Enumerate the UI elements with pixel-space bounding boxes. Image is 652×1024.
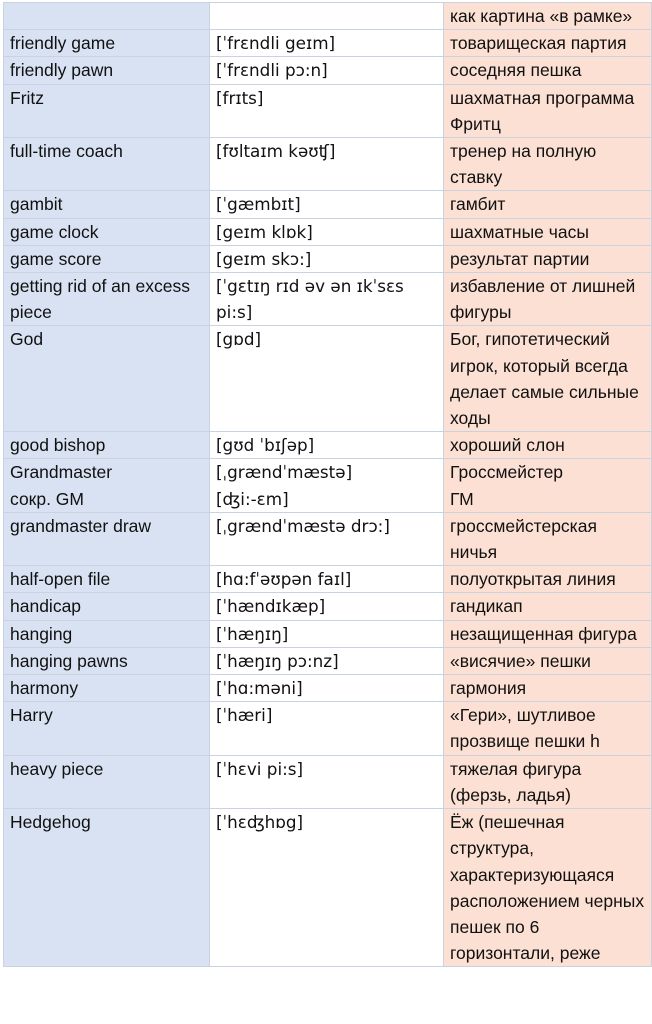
transcription-cell: [ˈhæŋɪŋ]: [210, 620, 444, 647]
table-row: [4, 755, 652, 808]
transcription-cell: [ˈhæri]: [210, 702, 444, 755]
translation-cell: «висячие» пешки: [444, 647, 652, 674]
transcription-cell: [ˈfrɛndli geɪm]: [210, 30, 444, 57]
term-cell: God: [4, 326, 210, 432]
table-row: [4, 459, 652, 512]
translation-cell: как картина «в рамке»: [444, 3, 652, 30]
term-text: Grandmaster: [10, 462, 113, 483]
translation-cell: гамбит: [444, 191, 652, 218]
term-cell: Hedgehog: [4, 809, 210, 967]
term-cell: harmony: [4, 675, 210, 702]
transcription-cell: [geɪm klɒk]: [210, 218, 444, 245]
table-row: [4, 273, 652, 326]
translation-cell: [444, 459, 652, 512]
transcription-cell: [hɑ:fˈəʊpən faɪl]: [210, 566, 444, 593]
translation-cell: гандикап: [444, 593, 652, 620]
term-cell: [4, 459, 210, 512]
term-cell: hanging: [4, 620, 210, 647]
translation-cell: избавление от лишней фигуры: [444, 273, 652, 326]
translation-abbreviation: ГМ: [450, 488, 474, 509]
translation-cell: Ёж (пешечная структура, характеризующаяся расположением черных пешек по 6 горизонтали, реже: [444, 809, 652, 967]
transcription-cell: [geɪm skɔ:]: [210, 245, 444, 272]
table-row: [4, 702, 652, 755]
table-row: [4, 566, 652, 593]
table-row: [4, 620, 652, 647]
transcription-cell: [ˈfrɛndli pɔ:n]: [210, 57, 444, 84]
transcription-cell: [ˈhæŋɪŋ pɔ:nz]: [210, 647, 444, 674]
transcription-cell: [210, 3, 444, 30]
translation-cell: шахматная программа Фритц: [444, 84, 652, 137]
term-cell: [4, 3, 210, 30]
term-cell: grandmaster draw: [4, 512, 210, 565]
term-cell: getting rid of an excess piece: [4, 273, 210, 326]
table-row: [4, 593, 652, 620]
translation-cell: тяжелая фигура (ферзь, ладья): [444, 755, 652, 808]
table-row: [4, 809, 652, 967]
transcription-text: [ˌgrændˈmæstə]: [216, 462, 353, 483]
table-row: [4, 30, 652, 57]
table-row: [4, 245, 652, 272]
term-cell: Harry: [4, 702, 210, 755]
transcription-cell: [ˈhɛvi pi:s]: [210, 755, 444, 808]
transcription-cell: [fʊltaɪm kəʊʧ]: [210, 138, 444, 191]
translation-cell: тренер на полную ставку: [444, 138, 652, 191]
term-cell: full-time coach: [4, 138, 210, 191]
translation-cell: хороший слон: [444, 432, 652, 459]
table-row: [4, 647, 652, 674]
table-row: [4, 138, 652, 191]
transcription-cell: [ˈhændɪkæp]: [210, 593, 444, 620]
transcription-abbreviation: [ʤi:-ɛm]: [216, 488, 289, 509]
transcription-cell: [ˌgrændˈmæstə drɔ:]: [210, 512, 444, 565]
transcription-cell: [gʊd ˈbɪʃəp]: [210, 432, 444, 459]
transcription-cell: [ˈhɛʤhɒg]: [210, 809, 444, 967]
glossary-table: [3, 2, 652, 967]
translation-cell: «Гери», шутливое прозвище пешки h: [444, 702, 652, 755]
term-cell: friendly pawn: [4, 57, 210, 84]
table-row: [4, 57, 652, 84]
transcription-cell: [gɒd]: [210, 326, 444, 432]
translation-cell: соседняя пешка: [444, 57, 652, 84]
term-abbreviation: сокр. GM: [10, 488, 84, 509]
table-row: [4, 512, 652, 565]
translation-cell: результат партии: [444, 245, 652, 272]
table-row: [4, 675, 652, 702]
table-row: [4, 3, 652, 30]
term-cell: half-open file: [4, 566, 210, 593]
translation-cell: незащищенная фигура: [444, 620, 652, 647]
table-row: [4, 432, 652, 459]
term-cell: friendly game: [4, 30, 210, 57]
transcription-cell: [210, 459, 444, 512]
transcription-cell: [ˈgæmbɪt]: [210, 191, 444, 218]
translation-cell: товарищеская партия: [444, 30, 652, 57]
translation-cell: шахматные часы: [444, 218, 652, 245]
term-cell: good bishop: [4, 432, 210, 459]
translation-text: Гроссмейстер: [450, 462, 564, 483]
translation-cell: гармония: [444, 675, 652, 702]
term-cell: game score: [4, 245, 210, 272]
term-cell: game clock: [4, 218, 210, 245]
table-row: [4, 326, 652, 432]
term-cell: Fritz: [4, 84, 210, 137]
term-cell: heavy piece: [4, 755, 210, 808]
table-row: [4, 84, 652, 137]
translation-cell: полуоткрытая линия: [444, 566, 652, 593]
transcription-cell: [frɪts]: [210, 84, 444, 137]
translation-cell: Бог, гипотетический игрок, который всегда делает самые сильные ходы: [444, 326, 652, 432]
table-row: [4, 191, 652, 218]
term-cell: gambit: [4, 191, 210, 218]
term-cell: hanging pawns: [4, 647, 210, 674]
term-cell: handicap: [4, 593, 210, 620]
transcription-cell: [ˈgɛtɪŋ rɪd əv ən ɪkˈsɛs pi:s]: [210, 273, 444, 326]
transcription-cell: [ˈhɑ:məni]: [210, 675, 444, 702]
translation-cell: гроссмейстерская ничья: [444, 512, 652, 565]
table-row: [4, 218, 652, 245]
